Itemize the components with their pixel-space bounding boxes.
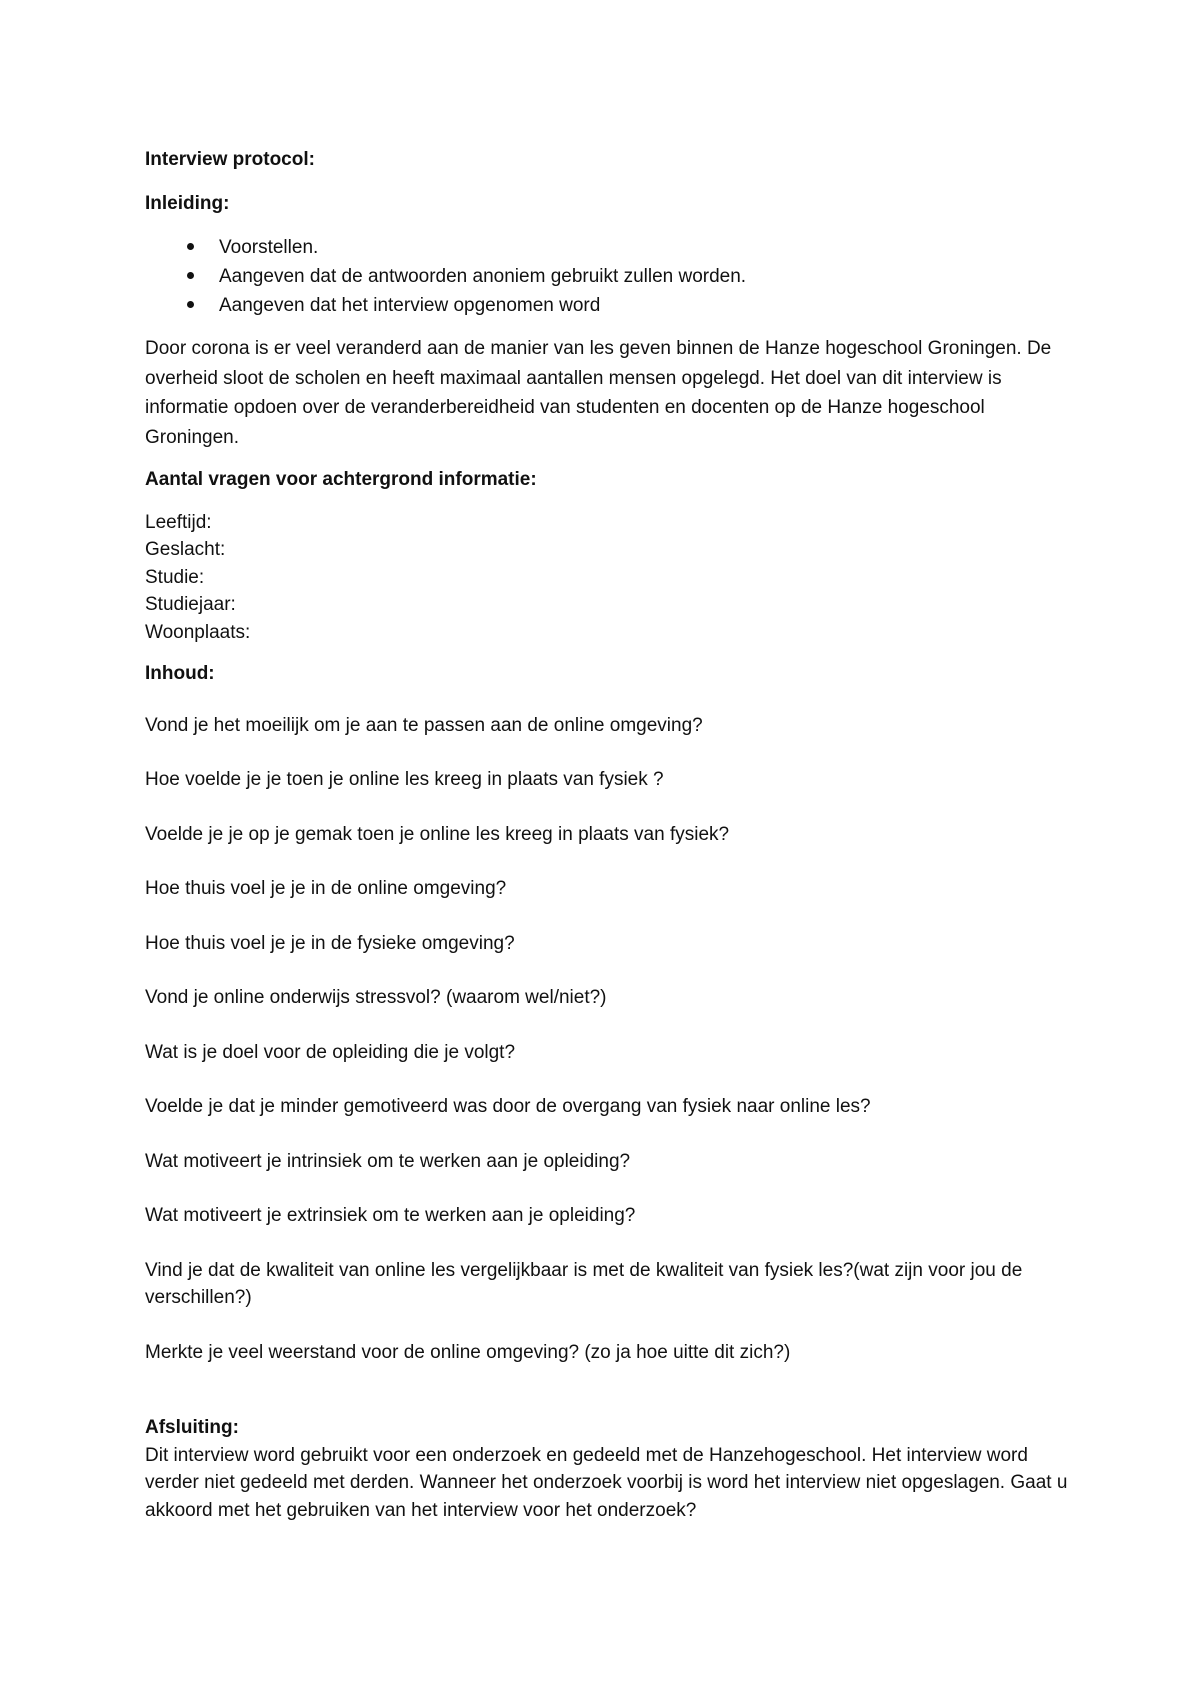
interview-question: Vind je dat de kwaliteit van online les vergelijkbaar is met de kwaliteit van fysiek les?(wat zijn voor jou de verschillen?) <box>145 1259 1023 1308</box>
interview-question: Vond je online onderwijs stressvol? (waarom wel/niet?) <box>145 987 607 1008</box>
inleiding-bullet-list <box>145 233 1075 320</box>
interview-question: Wat is je doel voor de opleiding die je volgt? <box>145 1041 516 1063</box>
bullet-icon <box>187 272 194 279</box>
bullet-item <box>145 233 1075 262</box>
background-field: Studie: <box>145 566 205 588</box>
bullet-text: Aangeven dat de antwoorden anoniem gebruikt zullen worden. <box>219 266 747 287</box>
bullet-icon <box>187 243 194 250</box>
interview-question: Hoe thuis voel je je in de online omgeving? <box>145 878 507 899</box>
interview-question: Hoe thuis voel je je in de fysieke omgeving? <box>145 932 515 954</box>
background-field: Studiejaar: <box>145 594 236 615</box>
bullet-item <box>145 291 1075 320</box>
interview-question: Merkte je veel weerstand voor de online omgeving? (zo ja hoe uitte dit zich?) <box>145 1341 791 1363</box>
section-heading-inleiding: Inleiding: <box>145 192 230 214</box>
interview-question: Wat motiveert je extrinsiek om te werken aan je opleiding? <box>145 1205 636 1226</box>
bullet-text: Voorstellen. <box>219 237 319 258</box>
section-heading-inhoud: Inhoud: <box>145 663 215 684</box>
section-heading-achtergrond: Aantal vragen voor achtergrond informatie: <box>145 469 537 490</box>
bullet-icon <box>187 301 194 308</box>
afsluiting-paragraph: Dit interview word gebruikt voor een onderzoek en gedeeld met de Hanzehogeschool. Het interview word verder niet gedeeld met derden. Wanneer het onderzoek voorbij is word het interview niet opgeslagen. Gaat u akkoord met het gebruiken van het interview voor het onderzoek? <box>145 1444 1068 1521</box>
interview-question: Hoe voelde je je toen je online les kreeg in plaats van fysiek ? <box>145 769 664 790</box>
bullet-item <box>145 262 1075 291</box>
interview-question: Voelde je dat je minder gemotiveerd was door de overgang van fysiek naar online les? <box>145 1096 871 1117</box>
inleiding-paragraph: Door corona is er veel veranderd aan de manier van les geven binnen de Hanze hogeschool Groningen. De overheid sloot de scholen en heeft maximaal aantallen mensen opgelegd. Het doel van dit interview is informatie opdoen over de veranderbereidheid van studenten en docenten op de Hanze hogeschool Groningen. <box>145 338 1052 448</box>
background-field: Geslacht: <box>145 539 226 560</box>
interview-question: Voelde je je op je gemak toen je online les kreeg in plaats van fysiek? <box>145 823 730 845</box>
section-heading-afsluiting: Afsluiting: <box>145 1417 239 1438</box>
background-field: Leeftijd: <box>145 511 212 533</box>
background-field: Woonplaats: <box>145 621 251 643</box>
document-content <box>145 146 1075 1524</box>
interview-question: Vond je het moeilijk om je aan te passen aan de online omgeving? <box>145 714 703 736</box>
bullet-text: Aangeven dat het interview opgenomen word <box>219 295 601 316</box>
background-field-list <box>145 509 1075 647</box>
interview-question: Wat motiveert je intrinsiek om te werken aan je opleiding? <box>145 1150 631 1172</box>
document-title: Interview protocol: <box>145 149 315 170</box>
